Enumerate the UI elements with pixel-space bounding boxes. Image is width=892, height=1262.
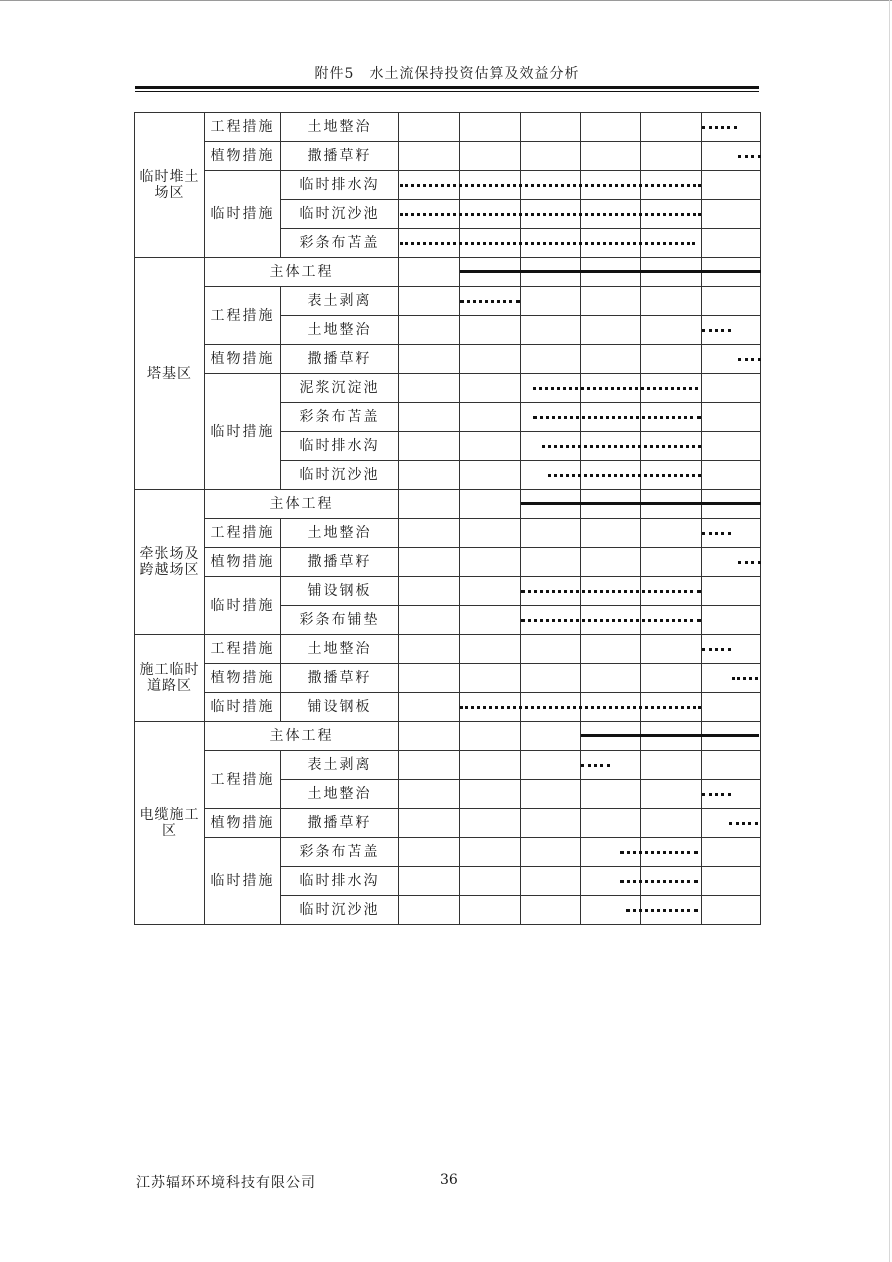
timeline-gridline bbox=[459, 664, 460, 692]
measure-period-bar bbox=[460, 706, 700, 709]
measure-cell: 临时沉沙池 bbox=[281, 200, 399, 229]
main-works-bar bbox=[581, 734, 759, 737]
measure-cell: 彩条布苫盖 bbox=[281, 229, 399, 258]
timeline-cell bbox=[399, 751, 761, 780]
schedule-row bbox=[135, 693, 761, 722]
category-cell: 临时措施 bbox=[205, 693, 281, 722]
category-cell: 临时措施 bbox=[205, 577, 281, 635]
category-cell: 植物措施 bbox=[205, 345, 281, 374]
measure-period-bar bbox=[521, 619, 701, 622]
measure-cell: 撒播草籽 bbox=[281, 142, 399, 171]
timeline-cell bbox=[399, 490, 761, 519]
measure-cell: 临时排水沟 bbox=[281, 867, 399, 896]
timeline-gridline bbox=[701, 287, 702, 315]
timeline-cell bbox=[399, 867, 761, 896]
category-cell: 主体工程 bbox=[205, 490, 399, 519]
timeline-cell bbox=[399, 461, 761, 490]
page-top-border bbox=[0, 0, 892, 1]
area-cell: 塔基区 bbox=[135, 258, 205, 490]
header-rule-thick bbox=[135, 86, 759, 89]
measure-period-bar bbox=[533, 416, 701, 419]
timeline-gridline bbox=[459, 867, 460, 895]
timeline-cell bbox=[399, 345, 761, 374]
category-cell: 植物措施 bbox=[205, 809, 281, 838]
timeline-cell bbox=[399, 606, 761, 635]
timeline-gridline bbox=[520, 519, 521, 547]
timeline-gridline bbox=[640, 113, 641, 141]
measure-period-bar bbox=[738, 155, 761, 158]
timeline-gridline bbox=[459, 113, 460, 141]
timeline-gridline bbox=[459, 838, 460, 866]
timeline-gridline bbox=[520, 664, 521, 692]
category-cell: 工程措施 bbox=[205, 113, 281, 142]
schedule-row bbox=[135, 142, 761, 171]
schedule-row bbox=[135, 374, 761, 403]
measure-period-bar bbox=[702, 126, 737, 129]
timeline-gridline bbox=[701, 200, 702, 228]
measure-period-bar bbox=[620, 851, 697, 854]
timeline-gridline bbox=[701, 548, 702, 576]
measure-period-bar bbox=[542, 445, 701, 448]
timeline-gridline bbox=[701, 693, 702, 721]
measure-cell: 铺设钢板 bbox=[281, 693, 399, 722]
measure-cell: 土地整治 bbox=[281, 113, 399, 142]
timeline-gridline bbox=[459, 490, 460, 518]
timeline-cell bbox=[399, 229, 761, 258]
measure-cell: 彩条布苫盖 bbox=[281, 403, 399, 432]
measure-period-bar bbox=[702, 532, 731, 535]
timeline-gridline bbox=[640, 345, 641, 373]
timeline-cell bbox=[399, 577, 761, 606]
timeline-gridline bbox=[459, 548, 460, 576]
area-cell: 电缆施工区 bbox=[135, 722, 205, 925]
timeline-gridline bbox=[459, 142, 460, 170]
measure-period-bar bbox=[702, 648, 731, 651]
timeline-gridline bbox=[459, 751, 460, 779]
schedule-row bbox=[135, 345, 761, 374]
schedule-row bbox=[135, 171, 761, 200]
timeline-gridline bbox=[701, 229, 702, 257]
category-cell: 工程措施 bbox=[205, 287, 281, 345]
timeline-gridline bbox=[520, 867, 521, 895]
measure-period-bar bbox=[729, 822, 758, 825]
measure-period-bar bbox=[400, 213, 701, 216]
measure-period-bar bbox=[626, 909, 697, 912]
timeline-gridline bbox=[459, 374, 460, 402]
timeline-gridline bbox=[520, 751, 521, 779]
timeline-gridline bbox=[640, 664, 641, 692]
timeline-gridline bbox=[520, 548, 521, 576]
area-cell: 临时堆土场区 bbox=[135, 113, 205, 258]
measure-cell: 表土剥离 bbox=[281, 751, 399, 780]
category-cell: 工程措施 bbox=[205, 519, 281, 548]
footer-page-number: 36 bbox=[440, 1172, 458, 1188]
category-cell: 主体工程 bbox=[205, 722, 399, 751]
footer-company-name: 江苏辐环环境科技有限公司 bbox=[136, 1175, 316, 1191]
measure-period-bar bbox=[533, 387, 698, 390]
timeline-gridline bbox=[580, 113, 581, 141]
timeline-gridline bbox=[580, 635, 581, 663]
schedule-row bbox=[135, 809, 761, 838]
measure-cell: 撒播草籽 bbox=[281, 345, 399, 374]
timeline-gridline bbox=[459, 461, 460, 489]
timeline-gridline bbox=[459, 403, 460, 431]
schedule-row bbox=[135, 258, 761, 287]
timeline-gridline bbox=[459, 345, 460, 373]
measure-cell: 临时沉沙池 bbox=[281, 896, 399, 925]
schedule-row bbox=[135, 635, 761, 664]
measure-period-bar bbox=[400, 184, 701, 187]
timeline-gridline bbox=[640, 287, 641, 315]
measure-cell: 土地整治 bbox=[281, 635, 399, 664]
timeline-gridline bbox=[580, 316, 581, 344]
area-cell: 施工临时道路区 bbox=[135, 635, 205, 722]
timeline-cell bbox=[399, 142, 761, 171]
timeline-gridline bbox=[701, 345, 702, 373]
schedule-row bbox=[135, 548, 761, 577]
measure-cell: 泥浆沉淀池 bbox=[281, 374, 399, 403]
measure-period-bar bbox=[738, 358, 761, 361]
timeline-gridline bbox=[701, 461, 702, 489]
timeline-gridline bbox=[701, 867, 702, 895]
timeline-gridline bbox=[580, 519, 581, 547]
timeline-gridline bbox=[520, 780, 521, 808]
timeline-gridline bbox=[459, 780, 460, 808]
measure-period-bar bbox=[620, 880, 697, 883]
timeline-gridline bbox=[701, 577, 702, 605]
timeline-cell bbox=[399, 780, 761, 809]
timeline-gridline bbox=[701, 432, 702, 460]
timeline-gridline bbox=[459, 809, 460, 837]
timeline-gridline bbox=[580, 867, 581, 895]
timeline-gridline bbox=[701, 142, 702, 170]
schedule-row bbox=[135, 751, 761, 780]
page-right-edge bbox=[889, 0, 890, 1262]
schedule-gantt-table bbox=[134, 112, 761, 925]
measure-period-bar bbox=[548, 474, 701, 477]
main-works-bar bbox=[460, 270, 761, 273]
timeline-gridline bbox=[459, 432, 460, 460]
timeline-gridline bbox=[580, 809, 581, 837]
timeline-gridline bbox=[640, 635, 641, 663]
timeline-cell bbox=[399, 896, 761, 925]
timeline-cell bbox=[399, 287, 761, 316]
measure-cell: 土地整治 bbox=[281, 780, 399, 809]
category-cell: 主体工程 bbox=[205, 258, 399, 287]
timeline-gridline bbox=[520, 722, 521, 750]
timeline-gridline bbox=[701, 751, 702, 779]
schedule-row bbox=[135, 519, 761, 548]
measure-period-bar bbox=[581, 764, 610, 767]
timeline-gridline bbox=[701, 664, 702, 692]
measure-period-bar bbox=[702, 329, 731, 332]
timeline-gridline bbox=[580, 345, 581, 373]
timeline-gridline bbox=[520, 635, 521, 663]
timeline-gridline bbox=[640, 316, 641, 344]
schedule-row bbox=[135, 113, 761, 142]
header-rule-thin bbox=[135, 91, 759, 92]
timeline-gridline bbox=[520, 287, 521, 315]
timeline-cell bbox=[399, 664, 761, 693]
timeline-gridline bbox=[459, 519, 460, 547]
timeline-cell bbox=[399, 374, 761, 403]
timeline-gridline bbox=[580, 287, 581, 315]
area-cell: 牵张场及跨越场区 bbox=[135, 490, 205, 635]
timeline-gridline bbox=[701, 403, 702, 431]
timeline-gridline bbox=[701, 374, 702, 402]
measure-period-bar bbox=[400, 242, 695, 245]
timeline-cell bbox=[399, 693, 761, 722]
measure-cell: 土地整治 bbox=[281, 519, 399, 548]
schedule-row bbox=[135, 490, 761, 519]
timeline-gridline bbox=[640, 751, 641, 779]
measure-cell: 表土剥离 bbox=[281, 287, 399, 316]
category-cell: 植物措施 bbox=[205, 664, 281, 693]
timeline-gridline bbox=[520, 345, 521, 373]
timeline-gridline bbox=[459, 635, 460, 663]
timeline-gridline bbox=[580, 548, 581, 576]
timeline-gridline bbox=[459, 316, 460, 344]
timeline-gridline bbox=[701, 171, 702, 199]
measure-cell: 临时沉沙池 bbox=[281, 461, 399, 490]
schedule-row bbox=[135, 577, 761, 606]
timeline-cell bbox=[399, 316, 761, 345]
timeline-gridline bbox=[520, 809, 521, 837]
timeline-gridline bbox=[701, 606, 702, 634]
timeline-cell bbox=[399, 809, 761, 838]
measure-cell: 撒播草籽 bbox=[281, 664, 399, 693]
timeline-cell bbox=[399, 403, 761, 432]
timeline-gridline bbox=[520, 113, 521, 141]
measure-cell: 临时排水沟 bbox=[281, 171, 399, 200]
timeline-gridline bbox=[520, 432, 521, 460]
measure-period-bar bbox=[460, 300, 519, 303]
timeline-gridline bbox=[459, 606, 460, 634]
timeline-gridline bbox=[520, 896, 521, 924]
timeline-gridline bbox=[701, 838, 702, 866]
timeline-gridline bbox=[701, 809, 702, 837]
schedule-row bbox=[135, 664, 761, 693]
timeline-gridline bbox=[459, 577, 460, 605]
measure-cell: 撒播草籽 bbox=[281, 809, 399, 838]
timeline-gridline bbox=[640, 142, 641, 170]
measure-cell: 彩条布铺垫 bbox=[281, 606, 399, 635]
measure-period-bar bbox=[521, 590, 701, 593]
category-cell: 植物措施 bbox=[205, 548, 281, 577]
timeline-cell bbox=[399, 258, 761, 287]
timeline-gridline bbox=[580, 142, 581, 170]
timeline-gridline bbox=[580, 664, 581, 692]
timeline-gridline bbox=[520, 374, 521, 402]
timeline-gridline bbox=[520, 316, 521, 344]
category-cell: 临时措施 bbox=[205, 838, 281, 925]
timeline-cell bbox=[399, 519, 761, 548]
category-cell: 临时措施 bbox=[205, 374, 281, 490]
timeline-gridline bbox=[520, 142, 521, 170]
category-cell: 植物措施 bbox=[205, 142, 281, 171]
measure-period-bar bbox=[702, 793, 731, 796]
timeline-gridline bbox=[640, 780, 641, 808]
measure-period-bar bbox=[732, 677, 758, 680]
timeline-gridline bbox=[459, 722, 460, 750]
measure-cell: 彩条布苫盖 bbox=[281, 838, 399, 867]
timeline-gridline bbox=[520, 461, 521, 489]
schedule-row bbox=[135, 722, 761, 751]
category-cell: 工程措施 bbox=[205, 751, 281, 809]
measure-cell: 土地整治 bbox=[281, 316, 399, 345]
timeline-cell bbox=[399, 432, 761, 461]
timeline-gridline bbox=[580, 896, 581, 924]
category-cell: 工程措施 bbox=[205, 635, 281, 664]
timeline-cell bbox=[399, 200, 761, 229]
schedule-row bbox=[135, 838, 761, 867]
timeline-cell bbox=[399, 722, 761, 751]
page-header-title: 附件5 水土流保持投资估算及效益分析 bbox=[314, 66, 580, 82]
timeline-gridline bbox=[580, 838, 581, 866]
measure-cell: 铺设钢板 bbox=[281, 577, 399, 606]
timeline-gridline bbox=[640, 809, 641, 837]
timeline-cell bbox=[399, 113, 761, 142]
timeline-gridline bbox=[520, 403, 521, 431]
timeline-cell bbox=[399, 548, 761, 577]
schedule-row bbox=[135, 287, 761, 316]
timeline-gridline bbox=[580, 780, 581, 808]
timeline-cell bbox=[399, 171, 761, 200]
category-cell: 临时措施 bbox=[205, 171, 281, 258]
timeline-gridline bbox=[459, 896, 460, 924]
main-works-bar bbox=[521, 502, 761, 505]
timeline-gridline bbox=[701, 896, 702, 924]
measure-cell: 临时排水沟 bbox=[281, 432, 399, 461]
timeline-gridline bbox=[640, 548, 641, 576]
timeline-cell bbox=[399, 838, 761, 867]
measure-cell: 撒播草籽 bbox=[281, 548, 399, 577]
timeline-cell bbox=[399, 635, 761, 664]
timeline-gridline bbox=[640, 519, 641, 547]
measure-period-bar bbox=[738, 561, 761, 564]
timeline-gridline bbox=[520, 838, 521, 866]
